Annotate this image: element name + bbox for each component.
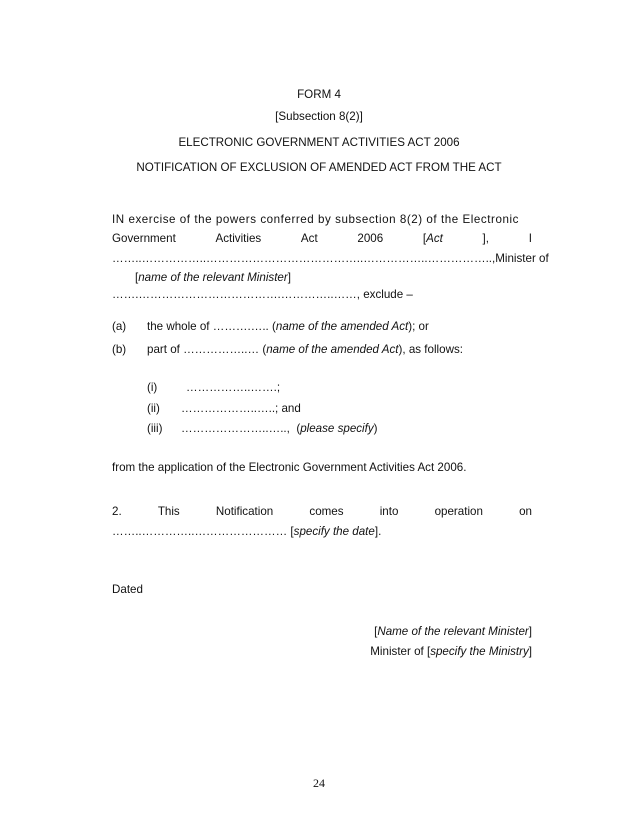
- para1-line2: [112, 232, 532, 245]
- signature-minister-name: [Name of the relevant Minister]: [374, 625, 532, 638]
- from-application-line: from the application of the Electronic Government Activities Act 2006.: [112, 461, 467, 474]
- word-on: on: [519, 505, 532, 518]
- date-placeholder-line: ……..…………..…………………… [specify the date].: [112, 525, 382, 538]
- page-number: 24: [313, 776, 325, 790]
- act-bracket-close: ],: [482, 232, 489, 245]
- para1-line5: [112, 288, 413, 301]
- para2-number: 2.: [112, 505, 122, 518]
- subitem-i-label: (i): [147, 381, 158, 394]
- item-b-text: part of ……………..… (name of the amended Act), as follows:: [147, 343, 463, 356]
- word-i: I: [528, 232, 532, 245]
- minister-of-label: Minister of: [495, 252, 549, 265]
- word-into: into: [379, 505, 399, 518]
- item-a-label: (a): [112, 320, 127, 333]
- item-b-label: (b): [112, 343, 127, 356]
- subitem-ii-label: (ii): [147, 402, 160, 415]
- item-a-text: the whole of ……….….. (name of the amended Act); or: [147, 320, 429, 333]
- act-title: ELECTRONIC GOVERNMENT ACTIVITIES ACT 2006: [178, 136, 460, 149]
- para2-line1: [112, 505, 532, 518]
- dated-label: Dated: [112, 583, 143, 596]
- word-year: 2006: [357, 232, 384, 245]
- subsection-reference: [Subsection 8(2)]: [275, 110, 363, 123]
- word-activities: Activities: [215, 232, 262, 245]
- word-government: Government: [112, 232, 176, 245]
- subitem-iii-label: (iii): [147, 422, 163, 435]
- para1-line3: [112, 252, 549, 265]
- act-placeholder: [Act: [422, 232, 443, 245]
- subitem-i-text: ……………..…….;: [186, 381, 281, 394]
- word-this: This: [157, 505, 180, 518]
- form-title: FORM 4: [297, 88, 341, 101]
- exclude-label: exclude –: [363, 288, 413, 301]
- para1-line1: [112, 213, 532, 226]
- word-act: Act: [300, 232, 318, 245]
- para1-line1-text: IN exercise of the powers conferred by subsection 8(2) of the Electronic: [112, 213, 519, 226]
- subitem-iii-text: …………………..….., (please specify): [181, 422, 378, 435]
- subitem-ii-text: ………………..…..; and: [181, 402, 301, 415]
- word-comes: comes: [309, 505, 344, 518]
- exclude-dots: …….……………………………….…………..……,: [112, 288, 360, 301]
- notification-title: NOTIFICATION OF EXCLUSION OF AMENDED ACT FROM THE ACT: [136, 161, 502, 174]
- signature-ministry: Minister of [specify the Ministry]: [370, 645, 532, 658]
- word-operation: operation: [434, 505, 483, 518]
- word-notification: Notification: [215, 505, 274, 518]
- minister-name-placeholder: [name of the relevant Minister]: [135, 271, 291, 284]
- minister-dots: ……..……………..…………………………………..……………..……………..,: [112, 252, 496, 265]
